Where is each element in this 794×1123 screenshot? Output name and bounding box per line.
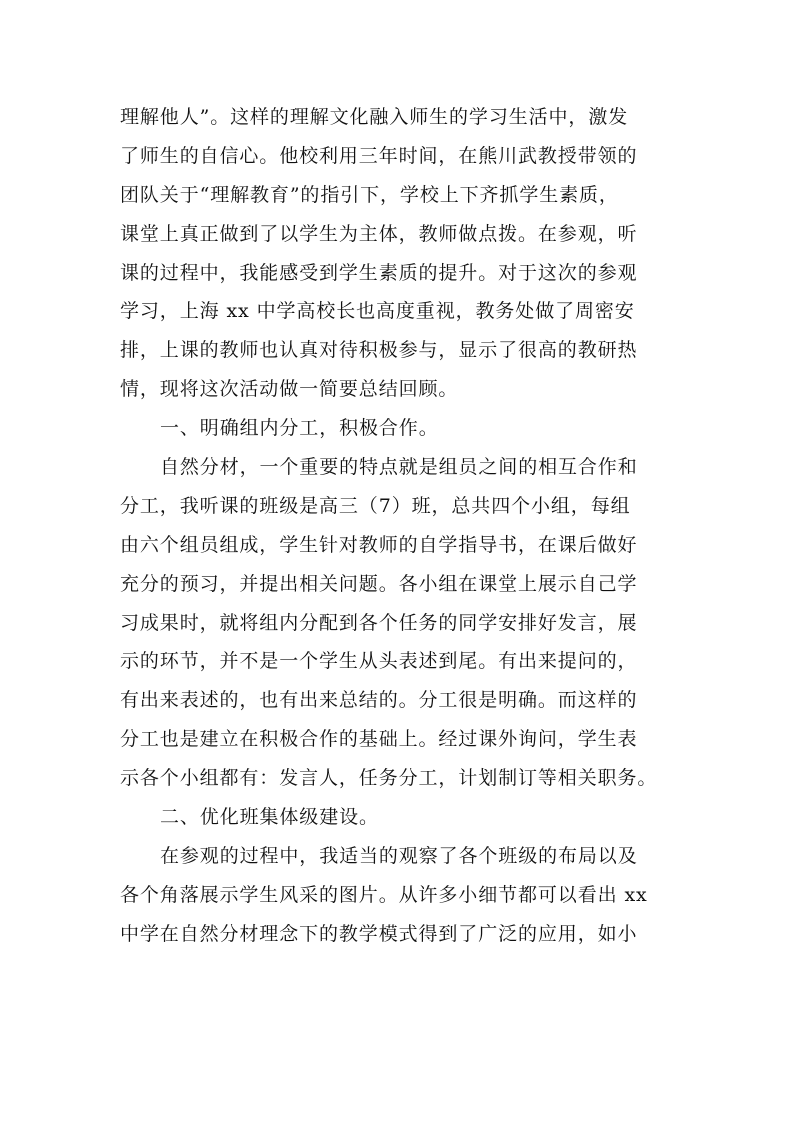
document-body xyxy=(120,98,680,954)
text-line: 分工也是建立在积极合作的基础上。经过课外询问，学生表 xyxy=(120,728,638,751)
text-line: 一、明确组内分工，积极合作。 xyxy=(160,417,439,440)
text-line: 各个角落展示学生风采的图片。从许多小细节都可以看出 xx xyxy=(120,883,648,906)
text-line: 情，现将这次活动做一简要总结回顾。 xyxy=(120,378,459,401)
text-line: 在参观的过程中，我适当的观察了各个班级的布局以及 xyxy=(160,844,638,867)
text-line: 示各个小组都有：发言人，任务分工，计划制订等相关职务。 xyxy=(120,767,658,790)
text-line: 充分的预习，并提出相关问题。各小组在课堂上展示自己学 xyxy=(120,572,638,595)
text-line: 课堂上真正做到了以学生为主体，教师做点拨。在参观，听 xyxy=(120,222,638,245)
text-line: 示的环节，并不是一个学生从头表述到尾。有出来提问的， xyxy=(120,650,638,673)
text-line: 自然分材，一个重要的特点就是组员之间的相互合作和 xyxy=(160,456,638,479)
text-line: 了师生的自信心。他校利用三年时间，在熊川武教授带领的 xyxy=(120,144,638,167)
text-line: 分工，我听课的班级是高三（7）班，总共四个小组，每组 xyxy=(120,494,631,517)
text-line: 课的过程中，我能感受到学生素质的提升。对于这次的参观 xyxy=(120,261,638,284)
text-line: 中学在自然分材理念下的教学模式得到了广泛的应用，如小 xyxy=(120,922,638,945)
text-line: 习成果时，就将组内分配到各个任务的同学安排好发言，展 xyxy=(120,611,638,634)
text-line: 学习，上海 xx 中学高校长也高度重视，教务处做了周密安 xyxy=(120,300,635,323)
text-line: 排，上课的教师也认真对待积极参与，显示了很高的教研热 xyxy=(120,339,638,362)
text-line: 二、优化班集体级建设。 xyxy=(160,806,379,829)
text-line: 有出来表述的，也有出来总结的。分工很是明确。而这样的 xyxy=(120,689,638,712)
text-line: 理解他人”。这样的理解文化融入师生的学习生活中，激发 xyxy=(120,106,629,128)
text-line: 团队关于“理解教育”的指引下，学校上下齐抓学生素质， xyxy=(120,183,619,206)
text-line: 由六个组员组成，学生针对教师的自学指导书，在课后做好 xyxy=(120,533,638,556)
